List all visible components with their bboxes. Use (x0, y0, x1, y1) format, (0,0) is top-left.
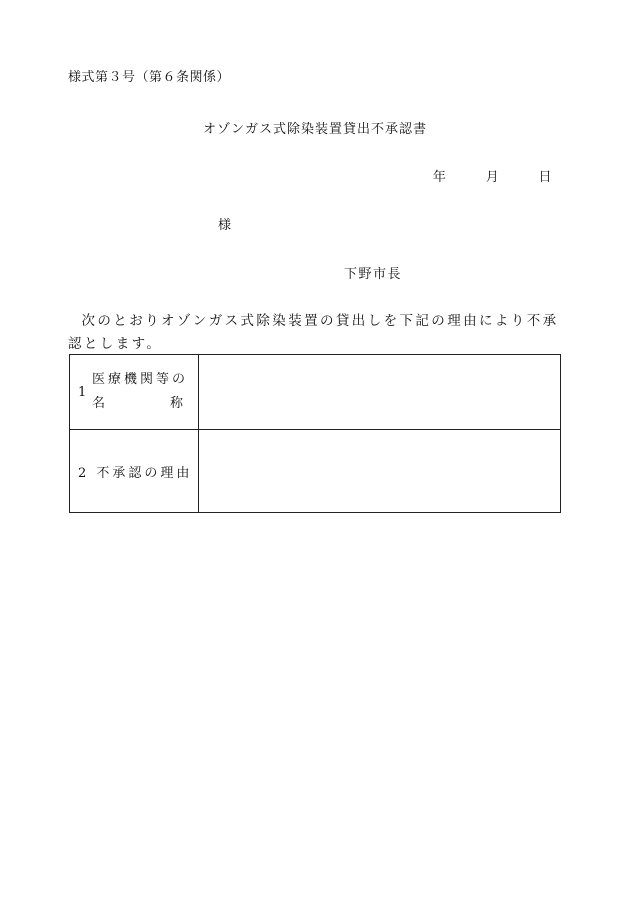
table-row (70, 430, 561, 513)
facility-name-label-cell (70, 355, 199, 430)
day-label: 日 (538, 170, 552, 185)
reason-label: 2 不承認の理由 (78, 465, 193, 481)
form-number: 様式第３号（第６条関係） (68, 70, 231, 85)
month-label: 月 (485, 170, 500, 185)
body-text: 次のとおりオゾンガス式除染装置の貸出しを下記の理由により不承認とします。 (68, 313, 559, 352)
reason-label-cell (70, 430, 199, 513)
row-number: 1 (78, 384, 87, 400)
document-title: オゾンガス式除染装置貸出不承認書 (202, 122, 427, 137)
facility-name-value-cell[interactable] (199, 355, 561, 430)
facility-label-line1: 医療機関等の (92, 372, 189, 387)
table-row (70, 355, 561, 430)
info-table (69, 354, 561, 513)
facility-label-name-char: 名 (92, 396, 109, 411)
year-label: 年 (432, 170, 447, 185)
issuer-name: 下野市長 (344, 267, 403, 282)
facility-label-title-char: 称 (169, 396, 186, 411)
reason-value-cell[interactable] (199, 430, 561, 513)
addressee-honorific: 様 (218, 218, 232, 233)
date-line (433, 166, 552, 185)
